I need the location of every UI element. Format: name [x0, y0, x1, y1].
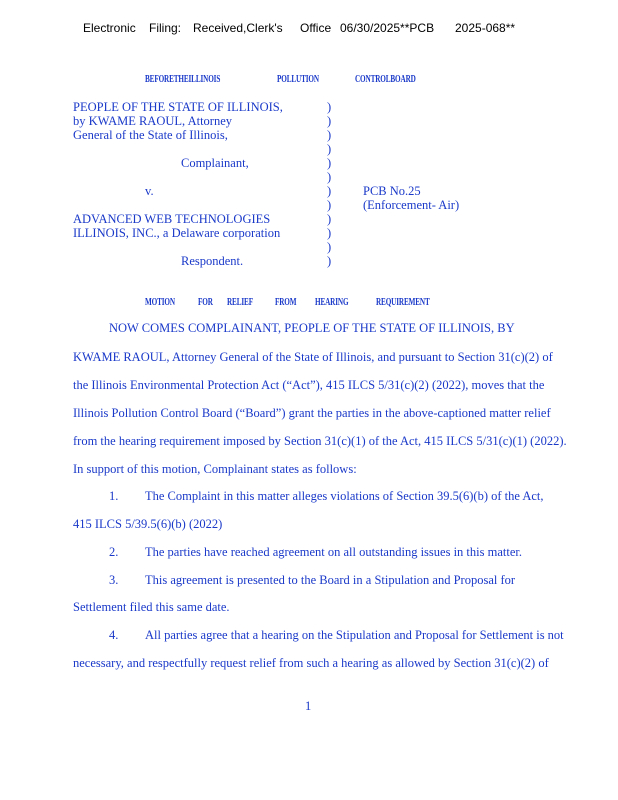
caption-paren: ): [327, 128, 332, 142]
intro-line: from the hearing requirement imposed by Section 31(c)(1) of the Act, 415 ILCS 5/31(c)(1) (2022).: [73, 434, 567, 448]
item-line: The Complaint in this matter alleges violations of Section 39.5(6)(b) of the Act,: [145, 489, 544, 503]
filing-header-office: Office: [300, 21, 332, 35]
page-number: 1: [305, 699, 312, 713]
caption-line: PEOPLE OF THE STATE OF ILLINOIS,: [73, 100, 283, 114]
caption-respondent: Respondent.: [181, 254, 244, 268]
filing-header-filing: Filing:: [149, 21, 182, 35]
caption-paren: ): [327, 240, 332, 254]
caption-paren: ): [327, 198, 332, 212]
caption-paren: ): [327, 142, 332, 156]
intro-line: the Illinois Environmental Protection Act (“Act”), 415 ILCS 5/31(c)(2) (2022), moves that the: [73, 378, 545, 392]
caption-versus: v.: [145, 184, 154, 198]
caption-paren: ): [327, 114, 332, 128]
motion-title-motion: MOTION: [145, 297, 175, 308]
item-line: Settlement filed this same date.: [73, 600, 230, 614]
board-heading-pollution: POLLUTION: [277, 74, 319, 85]
item-number: 4.: [109, 628, 119, 642]
filing-header-electronic: Electronic: [83, 21, 136, 35]
caption-paren: ): [327, 226, 332, 240]
caption-paren: ): [327, 212, 332, 226]
caption-paren: ): [327, 100, 332, 114]
case-number: PCB No.25: [363, 184, 421, 198]
caption-line: ADVANCED WEB TECHNOLOGIES: [73, 212, 271, 226]
intro-line: NOW COMES COMPLAINANT, PEOPLE OF THE STATE OF ILLINOIS, BY: [109, 321, 515, 335]
item-number: 2.: [109, 545, 119, 559]
board-heading-before: BEFORETHEILLINOIS: [145, 74, 221, 85]
item-line: necessary, and respectfully request relief from such a hearing as allowed by Section 31(c)(2) of: [73, 656, 549, 670]
filing-header-docket: 2025-068**: [455, 21, 516, 35]
filing-header-received: Received,Clerk's: [193, 21, 283, 35]
caption-paren: ): [327, 184, 332, 198]
caption-paren: ): [327, 156, 332, 170]
caption-paren: ): [327, 254, 332, 268]
motion-title-relief: RELIEF: [227, 297, 253, 308]
case-type: (Enforcement- Air): [363, 198, 460, 212]
intro-line: In support of this motion, Complainant states as follows:: [73, 462, 357, 476]
item-line: This agreement is presented to the Board in a Stipulation and Proposal for: [145, 573, 516, 587]
board-heading-control-board: CONTROLBOARD: [355, 74, 416, 85]
item-line: All parties agree that a hearing on the Stipulation and Proposal for Settlement is not: [145, 628, 564, 642]
intro-line: Illinois Pollution Control Board (“Board”) grant the parties in the above-captioned matter relief: [73, 406, 551, 420]
motion-title-from: FROM: [275, 297, 297, 308]
caption-line: by KWAME RAOUL, Attorney: [73, 114, 233, 128]
caption-complainant: Complainant,: [181, 156, 249, 170]
filing-header-date: 06/30/2025**PCB: [340, 21, 435, 35]
item-line: The parties have reached agreement on all outstanding issues in this matter.: [145, 545, 522, 559]
caption-line: General of the State of Illinois,: [73, 128, 228, 142]
intro-line: KWAME RAOUL, Attorney General of the State of Illinois, and pursuant to Section 31(c)(2) of: [73, 350, 553, 364]
motion-title-requirement: REQUIREMENT: [376, 297, 430, 308]
motion-title-for: FOR: [198, 297, 213, 308]
item-line: 415 ILCS 5/39.5(6)(b) (2022): [73, 517, 223, 531]
motion-title-hearing: HEARING: [315, 297, 349, 308]
caption-paren: ): [327, 170, 332, 184]
caption-line: ILLINOIS, INC., a Delaware corporation: [73, 226, 281, 240]
item-number: 3.: [109, 573, 119, 587]
item-number: 1.: [109, 489, 119, 503]
